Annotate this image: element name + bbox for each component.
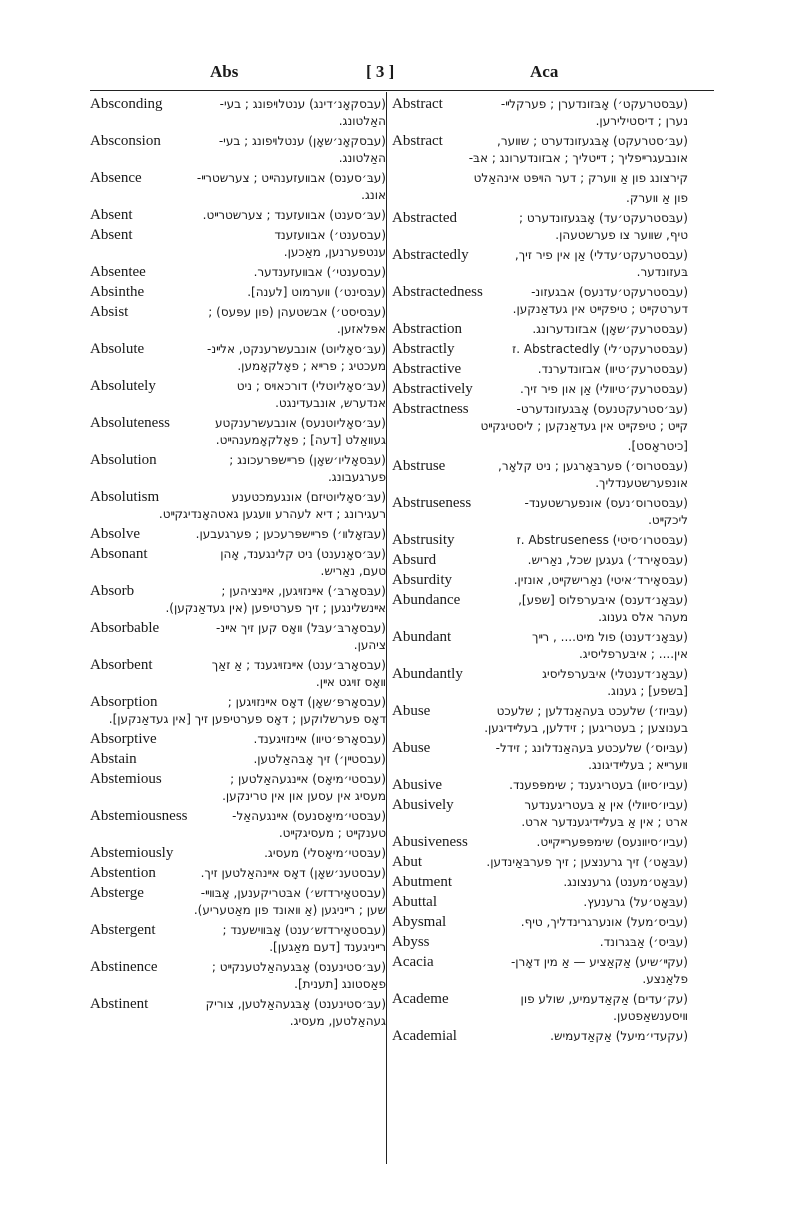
entry-definition: (עבסאָרפּ׳שאָן) דאָס אײנזױגען ; <box>227 695 386 709</box>
entry-headword: Abstemiously <box>90 845 174 861</box>
entry-continuation: אין.... ; איבּערפליסיג. <box>578 647 688 661</box>
dictionary-entry <box>392 341 688 358</box>
dictionary-entry <box>90 170 386 204</box>
entry-definition: (עבּסאָליו׳שאָן) פרײשפּרעכונג ; <box>229 453 386 467</box>
entry-headword: Academial <box>392 1028 457 1044</box>
entry-headword: Absorptive <box>90 731 157 747</box>
entry-headword: Abstruseness <box>392 495 472 511</box>
entry-definition: (עבּ׳סענט) אבװעזענד ; צערשטרײט. <box>202 208 386 222</box>
entry-headword: Abstrusity <box>392 532 455 548</box>
entry-headword: Abysmal <box>392 914 447 930</box>
dictionary-entry <box>90 284 386 301</box>
entry-definition: (עבּ׳סטרעקטנעס) אָבּגעזונדערט- <box>516 402 688 416</box>
dictionary-entry <box>90 620 386 654</box>
entry-continuation: געהאַלטען, מעסיג. <box>289 1014 386 1028</box>
entry-definition: (עבּסאָירד׳) געגען שכל, נאַריש. <box>527 553 688 567</box>
entry-definition: (עבסאָרבּ׳עבּל) װאָס קען זיך אײנ- <box>215 621 386 635</box>
dictionary-entry <box>90 996 386 1030</box>
dictionary-entry <box>392 1028 688 1045</box>
entry-headword: Abut <box>392 854 422 870</box>
entry-headword: Absconding <box>90 96 163 112</box>
entry-headword: Abusiveness <box>392 834 468 850</box>
entry-headword: Abusive <box>392 777 442 793</box>
entry-headword: Acacia <box>392 954 434 970</box>
entry-definition: (עבּסטי׳מיאָסלי) מעסיג. <box>264 846 386 860</box>
entry-definition: (עבּסיסט׳) אבשטעהן (פון עפּעס) ; <box>208 305 386 319</box>
entry-definition: (עקײ׳שיע) אַקאַציע — אַ מין דאָרן- <box>510 955 688 969</box>
entry-continuation: פאַסטונג [תענית]. <box>294 977 386 991</box>
dictionary-entry <box>392 247 688 281</box>
dictionary-entry <box>90 207 386 224</box>
entry-definition: (עבּזאָלװ׳) פרײשפּרעכען ; פערגעבען. <box>195 527 386 541</box>
dictionary-entry <box>90 694 386 728</box>
entry-continuation: דאָס פערשלוקען ; דאָס פערטיפען זיך [אין געדאַנקען]. <box>108 712 386 726</box>
dictionary-entry <box>90 227 386 261</box>
entry-headword: Absent <box>90 227 133 243</box>
entry-continuation: שען ; רײניגען (אַ װאונד פון מאַטעריע). <box>193 903 386 917</box>
entry-headword: Absent <box>90 207 133 223</box>
entry-continuation: נערן ; דיסטילירען. <box>595 114 688 128</box>
entry-continuation: אײנשלינגען ; זיך פערטיפען (אין געדאַנקען). <box>165 601 386 615</box>
entry-headword: Absterge <box>90 885 144 901</box>
entry-headword: Abstractive <box>392 361 462 377</box>
entry-definition: (עבּסטרו׳סיטי) Abstruseness .ז <box>516 533 688 547</box>
entry-continuation: אפּלאזען. <box>336 322 386 336</box>
entry-headword: Abstention <box>90 865 156 881</box>
entry-headword: Absist <box>90 304 129 320</box>
entry-continuation: האַלטונג. <box>338 151 386 165</box>
entry-definition: (עבסטי׳מיאָס) אײנגעהאַלטען ; <box>230 772 386 786</box>
entry-definition: (עבסטאָירדזש׳) אבּטריקענען, אָבּװײ- <box>200 886 386 900</box>
entry-definition: (עבּאָט׳מענט) גרענצונג. <box>563 875 688 889</box>
entry-definition: (עבּסטרוס׳נעס) אונפערשטענד- <box>524 496 688 510</box>
dictionary-entry <box>90 583 386 617</box>
entry-headword: Abundant <box>392 629 452 645</box>
dictionary-entry <box>392 740 688 774</box>
entry-continuation: קירצונג פון אַ װערק ; דער הױפּט אינהאַלט <box>473 171 688 185</box>
entry-definition: (עבּסאָירד׳איטי) נאַרישקײט, אונזין. <box>513 573 688 587</box>
entry-continuation: טעם, נאַריש. <box>320 564 386 578</box>
dictionary-entry <box>392 495 688 529</box>
entry-continuation: װאָס זױגט אײן. <box>315 675 386 689</box>
dictionary-entry <box>392 381 688 398</box>
entry-definition: (עבּסטרעק׳שאָן) אבזונדערונג. <box>532 322 688 336</box>
entry-continuation: אנדערש, אונבעדינגט. <box>275 396 386 410</box>
entry-definition: (עבסטענ׳שאָן) דאָס אײנהאַלטען זיך. <box>200 866 386 880</box>
entry-definition: (עבּאָט׳) זיך גרענצען ; זיך פערבּאַינדען. <box>486 855 688 869</box>
entry-headword: Absoluteness <box>90 415 170 431</box>
entry-definition: (עק׳עדים) אַקאַדעמיע, שולע פון <box>520 992 688 1006</box>
entry-definition: (עבּיוס׳) שלעכטע בּעהאַנדלונג ; זידל- <box>495 741 688 755</box>
entry-continuation: בּעזונדער. <box>636 265 688 279</box>
dictionary-entry <box>392 797 688 831</box>
entry-headword: Absorption <box>90 694 158 710</box>
entry-continuation: פון אַ װערק. <box>626 191 688 205</box>
dictionary-entry <box>90 304 386 338</box>
entry-headword: Abusively <box>392 797 454 813</box>
entry-definition: (עקעדי׳מיעל) אַקאַדעמיש. <box>550 1029 688 1043</box>
dictionary-entry <box>392 552 688 569</box>
entry-definition: (עבסאָרבּ׳ענט) אײנזױגענד ; אַ זאַך <box>211 658 386 672</box>
entry-definition: (עבּ׳סאָליוטיזם) אונגעמכטענע <box>231 490 386 504</box>
entry-headword: Abstraction <box>392 321 462 337</box>
entry-headword: Abstinence <box>90 959 158 975</box>
entry-continuation: אונג. <box>361 188 386 202</box>
dictionary-entry <box>392 458 688 492</box>
entry-headword: Abyss <box>392 934 430 950</box>
entry-headword: Abstinent <box>90 996 149 1012</box>
entry-definition: (עבּ׳סענס) אבװעזענהײט ; צערשטרײ- <box>196 171 386 185</box>
dictionary-entry <box>90 845 386 862</box>
entry-continuation: ארט ; אין אַ בּעלײדיגענדער ארט. <box>521 815 688 829</box>
dictionary-entry <box>90 96 386 130</box>
dictionary-entry <box>90 546 386 580</box>
entry-headword: Abuttal <box>392 894 437 910</box>
entry-definition: (עבּסינט׳) װערמוט [לענה]. <box>247 285 386 299</box>
entry-continuation: רײניגענד [דעם מאַגען]. <box>269 940 386 954</box>
entry-definition: (עבּ׳סאָליוטלי) דורכאױס ; ניט <box>236 379 386 393</box>
dictionary-entry <box>392 210 688 244</box>
entry-continuation: אונפערשטענדליך. <box>595 476 688 490</box>
entry-definition: (עבסענט׳) אבװעזענד <box>274 228 386 242</box>
entry-continuation: [בשפע] ; גענוג. <box>607 684 688 698</box>
dictionary-entry <box>90 489 386 523</box>
entry-continuation: מעסיג אין עסען און אין טרינקען. <box>222 789 386 803</box>
entry-definition: (עביו׳סיװלי) אין אַ בּעטריגענדער <box>524 798 688 812</box>
entry-headword: Abstemiousness <box>90 808 188 824</box>
entry-definition: (עבּ׳סטינענס) אָבּגעהאַלטענקײט ; <box>211 960 386 974</box>
dictionary-entry <box>392 914 688 931</box>
entry-definition: (עבּ׳סאָנענט) ניט קלינגענד, אָהן <box>220 547 386 561</box>
dictionary-entry <box>392 190 688 207</box>
entry-definition: (עבּ׳סאָליוטנעס) אונבעשרענקטע <box>214 416 386 430</box>
entry-headword: Absolutely <box>90 378 156 394</box>
dictionary-entry <box>392 401 688 435</box>
dictionary-entry <box>90 657 386 691</box>
entry-definition: (עבּסטי׳מיאָסנעס) אײנגעהאַל- <box>232 809 386 823</box>
entry-definition: (עבּסטרעקט׳לי) Abstractedly .ז <box>512 342 688 356</box>
dictionary-entry <box>90 133 386 167</box>
dictionary-entry <box>392 834 688 851</box>
dictionary-entry <box>90 885 386 919</box>
dictionary-entry <box>392 133 688 167</box>
dictionary-entry <box>392 991 688 1025</box>
entry-continuation: ליכקײט. <box>648 513 688 527</box>
dictionary-entry <box>90 264 386 281</box>
entry-headword: Absolute <box>90 341 145 357</box>
entry-continuation: קײט ; טיפקײט אין געדאַנקען ; ליסטיגקײט <box>480 419 688 433</box>
dictionary-entry <box>392 934 688 951</box>
header-left-word: Abs <box>210 62 239 81</box>
entry-continuation: פערגעבונג. <box>327 470 386 484</box>
entry-continuation: װיסענשאַפטען. <box>613 1009 688 1023</box>
entry-definition: (עבּאָנ׳דענס) איבּערפלוס [שפע], <box>518 593 688 607</box>
entry-continuation: ציהען. <box>353 638 386 652</box>
entry-headword: Abutment <box>392 874 452 890</box>
entry-headword: Abstractedness <box>392 284 483 300</box>
entry-headword: Absolution <box>90 452 157 468</box>
entry-headword: Abstruse <box>392 458 446 474</box>
entry-continuation: װערײא ; בּעלײדיגונג. <box>588 758 688 772</box>
entry-continuation: דערטקײט ; טיפקײט אין געדאַנקען. <box>512 302 688 316</box>
entry-definition: (עבסטײן׳) זיך אָבּהאַלטען. <box>253 752 386 766</box>
entry-definition: (עבּאָנ׳דענט) פול מיט.... , רײך <box>532 630 688 644</box>
dictionary-entry <box>392 532 688 549</box>
entry-definition: (עבּסטרעק׳טיװלי) אַן און פיר זיך. <box>520 382 688 396</box>
entry-definition: (עבּסטרעקט׳) אָבּזונדערן ; פערקלײ- <box>500 97 688 111</box>
dictionary-entry <box>90 751 386 768</box>
header-rule <box>90 90 714 91</box>
entry-continuation: אונבעגרײפליך ; דײטליך ; אבזונדערונג ; אבּ- <box>468 151 688 165</box>
page-header <box>90 62 714 88</box>
entry-headword: Absurd <box>392 552 437 568</box>
dictionary-entry <box>90 452 386 486</box>
entry-definition: (עבּסאָרבּ׳) אײנזױגען, אײנציהען ; <box>221 584 386 598</box>
entry-headword: Abstain <box>90 751 137 767</box>
entry-definition: (עבסטאָירדזש׳ענט) אָבּװישענד ; <box>222 923 386 937</box>
entry-definition: (עבסאָרפּ׳טיװ) אײנזױגענד. <box>253 732 386 746</box>
entry-headword: Abstractedly <box>392 247 469 263</box>
entry-headword: Absorbent <box>90 657 153 673</box>
entry-continuation: מעכטיג ; פרײא ; פאָלקאָמען. <box>237 359 386 373</box>
dictionary-entry <box>392 361 688 378</box>
dictionary-entry <box>90 959 386 993</box>
entry-headword: Abstracted <box>392 210 457 226</box>
entry-continuation: רעגירונג ; דיא לעהרע װעגען גאטהאָנדיגקײט. <box>158 507 386 521</box>
entry-headword: Abstract <box>392 133 443 149</box>
entry-definition: (עבּאָט׳על) גרענעץ. <box>583 895 688 909</box>
entry-headword: Absconsion <box>90 133 161 149</box>
dictionary-entry <box>90 922 386 956</box>
entry-definition: (עבסטרעקט׳עדנעס) אבגעזונ- <box>531 285 688 299</box>
page-number: [ 3 ] <box>366 62 395 81</box>
entry-headword: Abstergent <box>90 922 156 938</box>
dictionary-entry <box>90 771 386 805</box>
entry-definition: (עבּ׳סטינענט) אָבּגעהאַלטען, צוריק <box>205 997 386 1011</box>
left-column <box>90 96 386 1033</box>
dictionary-entry <box>392 438 688 455</box>
entry-headword: Academe <box>392 991 449 1007</box>
dictionary-entry <box>392 284 688 318</box>
entry-headword: Abundantly <box>392 666 463 682</box>
entry-continuation: ענטפערנען, מאַכען. <box>283 245 386 259</box>
entry-headword: Absentee <box>90 264 146 280</box>
dictionary-entry <box>392 572 688 589</box>
header-right-word: Aca <box>530 62 559 81</box>
entry-definition: (עבּ׳סאָליוט) אונבעשרענקט, אלײנ- <box>207 342 386 356</box>
dictionary-entry <box>392 854 688 871</box>
dictionary-entry <box>90 731 386 748</box>
entry-definition: (עבּיוז׳) שלעכט בּעהאַנדלען ; שלעכט <box>496 704 688 718</box>
dictionary-entry <box>392 666 688 700</box>
entry-headword: Abuse <box>392 740 431 756</box>
entry-headword: Abstractively <box>392 381 473 397</box>
entry-continuation: טענקײט ; מעסיגקײט. <box>278 826 386 840</box>
column-divider <box>386 92 387 1164</box>
entry-headword: Abstractness <box>392 401 469 417</box>
entry-continuation: [כיטראָסט]. <box>627 439 688 453</box>
entry-headword: Absolve <box>90 526 140 542</box>
entry-headword: Abstract <box>392 96 443 112</box>
entry-definition: (עבּסטרוס׳) פערבּאָרגען ; ניט קלאָר, <box>498 459 688 473</box>
dictionary-entry <box>90 526 386 543</box>
entry-continuation: בענוצען ; בעטריגען ; זידלען, בעלײדיגען. <box>484 721 688 735</box>
entry-headword: Absorbable <box>90 620 160 636</box>
entry-definition: (עביס׳מעל) אונערגרינדליך, טיף. <box>520 915 688 929</box>
entry-headword: Absolutism <box>90 489 160 505</box>
entry-definition: (עבסקאָנ׳שאָן) ענטלױפונג ; בעי- <box>218 134 386 148</box>
entry-definition: (עבּאָנ׳דענטלי) איבּערפליסיג <box>542 667 688 681</box>
entry-headword: Abuse <box>392 703 431 719</box>
dictionary-entry <box>392 894 688 911</box>
entry-headword: Abundance <box>392 592 461 608</box>
dictionary-entry <box>90 808 386 842</box>
entry-headword: Absence <box>90 170 142 186</box>
entry-definition: (עבסטרעקט׳עדלי) אַן אין פיר זיך, <box>514 248 688 262</box>
dictionary-entry <box>392 96 688 130</box>
entry-definition: (עביו׳סיװנעס) שימפּפּערײקײט. <box>536 835 688 849</box>
dictionary-entry <box>392 874 688 891</box>
dictionary-entry <box>392 629 688 663</box>
dictionary-entry <box>392 321 688 338</box>
dictionary-entry <box>392 592 688 626</box>
entry-headword: Abstemious <box>90 771 162 787</box>
dictionary-entry <box>90 865 386 882</box>
entry-definition: (עבּסטרעקט׳עד) אָבּגעזונדערט ; <box>519 211 688 225</box>
dictionary-entry <box>90 341 386 375</box>
entry-headword: Absinthe <box>90 284 145 300</box>
dictionary-entry <box>392 703 688 737</box>
entry-definition: (עביו׳סיװ) בעטריגענד ; שימפּפענד. <box>509 778 688 792</box>
entry-headword: Absorb <box>90 583 135 599</box>
entry-continuation: טיף, שװער צו פערשטעהן. <box>555 228 688 242</box>
entry-continuation: האַלטונג. <box>338 114 386 128</box>
entry-definition: (עבסקאָנ׳דינג) ענטלױפונג ; בעי- <box>219 97 386 111</box>
entry-definition: (עבּ׳סטרעקט) אָבּגעזונדערט ; שװער, <box>497 134 688 148</box>
dictionary-entry <box>392 954 688 988</box>
entry-definition: (עבסענטי׳) אבװעזענדער. <box>253 265 386 279</box>
dictionary-entry <box>90 415 386 449</box>
entry-definition: (עבּיס׳) אַבּגרונד. <box>599 935 688 949</box>
dictionary-entry <box>392 777 688 794</box>
dictionary-entry <box>90 378 386 412</box>
entry-headword: Absurdity <box>392 572 452 588</box>
entry-continuation: געװאַלט [דעה] ; פאָלקאָמענהײט. <box>215 433 386 447</box>
entry-headword: Abstractly <box>392 341 455 357</box>
entry-continuation: פלאַנצע. <box>642 972 688 986</box>
entry-definition: (עבּסטרעק׳טיװ) אבזונדערנד. <box>537 362 688 376</box>
entry-continuation: מעהר אלס גענוג. <box>598 610 688 624</box>
right-column <box>392 96 688 1048</box>
entry-headword: Absonant <box>90 546 148 562</box>
dictionary-entry <box>392 170 688 187</box>
